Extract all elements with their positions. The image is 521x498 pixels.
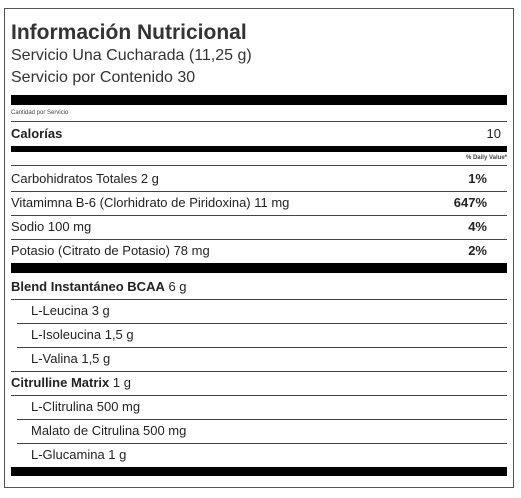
calories-label: Calorías — [11, 126, 63, 141]
nutrient-dv: 1% — [468, 171, 487, 186]
ingredient-label: L-Valina 1,5 g — [31, 351, 111, 366]
ingredient-row — [11, 443, 507, 466]
citrulline-name: Citrulline Matrix — [11, 375, 110, 390]
nutrient-row — [11, 215, 507, 238]
medium-divider — [11, 146, 507, 152]
ingredient-row — [11, 347, 507, 370]
amount-per-serving-label: Cantidad por Servicio — [11, 110, 69, 116]
nutrient-label: Potasio (Citrato de Potasio) 78 mg — [11, 243, 210, 258]
ingredient-label: Malato de Citrulina 500 mg — [31, 423, 187, 438]
calories-row — [11, 122, 507, 145]
nutrient-label: Carbohidratos Totales 2 g — [11, 171, 159, 186]
ingredient-row — [11, 419, 507, 442]
nutrient-dv: 647% — [453, 195, 487, 210]
blend-bcaa-amount: 6 g — [168, 279, 187, 294]
thick-divider — [11, 95, 507, 105]
nutrition-facts-panel — [4, 8, 514, 488]
ingredient-row — [11, 395, 507, 418]
ingredient-row — [11, 299, 507, 322]
nutrient-dv: 2% — [468, 243, 487, 258]
ingredient-label: L-Leucina 3 g — [31, 303, 110, 318]
blend-bcaa-row — [11, 275, 507, 298]
ingredient-label: L-Glucamina 1 g — [31, 447, 127, 462]
ingredient-label: L-Isoleucina 1,5 g — [31, 327, 134, 342]
thick-divider — [11, 467, 507, 476]
nutrient-dv: 4% — [468, 219, 487, 234]
citrulline-amount: 1 g — [112, 375, 131, 390]
panel-title: Información Nutricional — [11, 21, 247, 44]
servings-per-container: Servicio por Contenido 30 — [11, 69, 196, 86]
nutrient-row — [11, 167, 507, 190]
nutrient-row — [11, 239, 507, 262]
daily-value-header: % Daily Value* — [465, 155, 507, 161]
nutrient-label: Sodio 100 mg — [11, 219, 92, 234]
serving-size: Servicio Una Cucharada (11,25 g) — [11, 47, 252, 64]
divider — [11, 165, 507, 166]
ingredient-label: L-Clitrulina 500 mg — [31, 399, 141, 414]
nutrient-row — [11, 191, 507, 214]
nutrient-label: Vitamimna B-6 (Clorhidrato de Piridoxina) 11 mg — [11, 195, 290, 210]
blend-bcaa-name: Blend Instantáneo BCAA — [11, 279, 165, 294]
thick-divider — [11, 263, 507, 273]
calories-value: 10 — [486, 126, 501, 141]
citrulline-row — [11, 371, 507, 394]
ingredient-row — [11, 323, 507, 346]
